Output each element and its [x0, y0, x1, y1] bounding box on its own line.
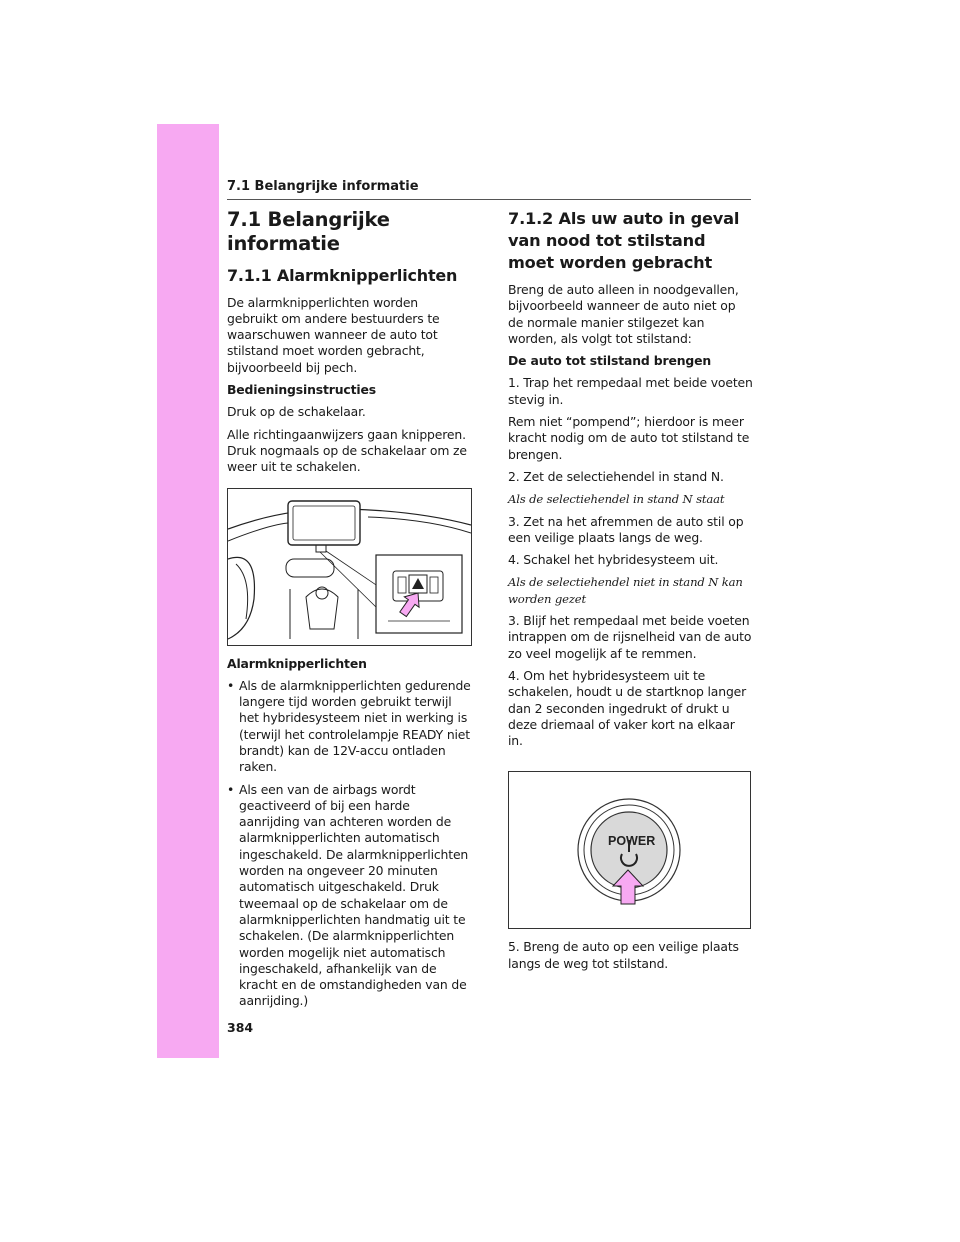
right-column — [508, 208, 753, 978]
procedure-step-3a: 3. Zet na het afremmen de auto stil op een veilige plaats langs de weg. — [508, 513, 744, 545]
procedure-step-3b: 3. Blijf het rempedaal met beide voeten intrappen om de rijsnelheid van de auto zo veel mogelijk af te remmen. — [508, 613, 752, 661]
procedure-step-2: 2. Zet de selectiehendel in stand N. — [508, 468, 724, 484]
hazard-notes — [227, 678, 472, 1010]
chapter-tab — [157, 124, 219, 1058]
instruction-step-1: Druk op de schakelaar. — [227, 404, 366, 420]
running-header: 7.1 Belangrijke informatie — [227, 179, 419, 194]
figure-caption-hazard: Alarmknipperlichten — [227, 655, 367, 671]
procedure-step-5: 5. Breng de auto op een veilige plaats langs de weg tot stilstand. — [508, 939, 739, 971]
subsection-title-hazard-lights: 7.1.1 Alarmknipperlichten — [227, 265, 458, 285]
subsection-title-emergency-stop: 7.1.2 Als uw auto in geval van nood tot stilstand moet worden gebracht — [508, 209, 740, 272]
case-selector-not-in-n: Als de selectiehendel niet in stand N kan worden gezet — [508, 575, 743, 606]
procedure-heading: De auto tot stilstand brengen — [508, 353, 712, 369]
left-column — [227, 208, 472, 1016]
instruction-step-2: Alle richtingaanwijzers gaan knipperen. Druk nogmaals op de schakelaar om ze weer uit te schakelen. — [227, 426, 467, 475]
header-rule — [227, 199, 751, 200]
procedure-step-1-note: Rem niet “pompend”; hierdoor is meer kracht nodig om de auto tot stilstand te brengen. — [508, 414, 750, 462]
emergency-intro: Breng de auto alleen in noodgevallen, bijvoorbeeld wanneer de auto niet op de normale manier stilgezet kan worden, als volgt tot stilstand: — [508, 282, 739, 346]
power-button-label: POWER — [608, 834, 656, 849]
page-number: 384 — [227, 1020, 254, 1035]
procedure-step-4a: 4. Schakel het hybridesysteem uit. — [508, 552, 719, 568]
hazard-note: • Als de alarmknipperlichten gedurende langere tijd worden gebruikt terwijl het hybridesysteem niet in werking is (terwijl het controlelampje READY niet brandt) kan de 12V-accu ontladen raken. — [227, 678, 472, 776]
procedure-step-1: 1. Trap het rempedaal met beide voeten stevig in. — [508, 375, 753, 407]
hazard-switch-illustration — [227, 488, 472, 646]
power-button-illustration — [508, 771, 751, 929]
hazard-note: • Als een van de airbags wordt geactiveerd of bij een harde aanrijding van achteren worden de alarmknipperlichten automatisch ingeschakeld. De alarmknipperlichten worden na ongeveer 20 minuten automatisch uitgeschakeld. Druk tweemaal op de schakelaar om de alarmknipperlichten handmatig uit te schakelen. (De alarmknipperlichten worden mogelijk niet automatisch ingeschakeld, afhankelijk van de kracht en de omstandigheden van de aanrijding.) — [227, 782, 472, 1010]
section-title: 7.1 Belangrijke informatie — [227, 208, 390, 256]
instructions-heading: Bedieningsinstructies — [227, 382, 376, 398]
case-selector-in-n: Als de selectiehendel in stand N staat — [508, 492, 725, 507]
hazard-intro: De alarmknipperlichten worden gebruikt om andere bestuurders te waarschuwen wanneer de auto tot stilstand moet worden gebracht, bijvoorbeeld bij pech. — [227, 294, 440, 375]
procedure-step-4b: 4. Om het hybridesysteem uit te schakelen, houdt u de startknop langer dan 2 seconden ingedrukt of drukt u deze driemaal of vaker kort na elkaar in. — [508, 667, 747, 749]
